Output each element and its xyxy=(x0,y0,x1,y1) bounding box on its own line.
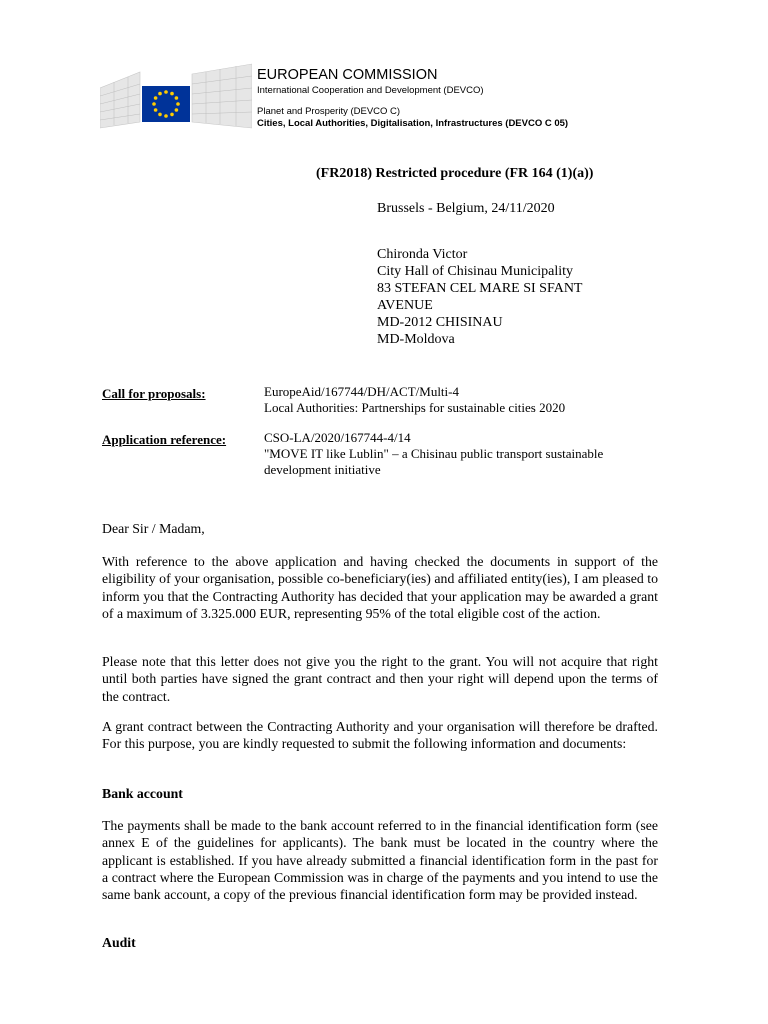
application-title: "MOVE IT like Lublin" – a Chisinau public transport sustainable development initiative xyxy=(264,446,604,477)
address-line: City Hall of Chisinau Municipality xyxy=(377,264,573,279)
salutation: Dear Sir / Madam, xyxy=(102,521,205,536)
paragraph-award: With reference to the above application and having checked the documents in support of the eligibility of your organisation, possible co-beneficiary(ies) and affiliated entity(ies), I am pleased to inform you that the Contracting Authority has decided that your application may be awarded a grant of a maximum of 3.325.000 EUR, representing 95% of the total eligible cost of the action. xyxy=(102,554,658,621)
audit-heading: Audit xyxy=(102,935,136,950)
recipient-address xyxy=(377,246,582,348)
unit-name: Cities, Local Authorities, Digitalisation, Infrastructures (DEVCO C 05) xyxy=(257,118,569,129)
procedure-title: (FR2018) Restricted procedure (FR 164 (1)(a)) xyxy=(316,166,594,181)
call-label: Call for proposals: xyxy=(102,386,206,401)
bank-account-text: The payments shall be made to the bank account referred to in the financial identification form (see annex E of the guidelines for applicants). The bank must be located in the country where the applicant is established. If you have already submitted a financial identification form in the past for a contract where the European Commission was in charge of the payments and you intend to use the same bank account, a copy of the previous financial identification form may be provided instead. xyxy=(102,818,658,903)
directorate-general: International Cooperation and Development (DEVCO) xyxy=(257,85,484,96)
place-date: Brussels - Belgium, 24/11/2020 xyxy=(377,201,555,216)
paragraph-no-right: Please note that this letter does not give you the right to the grant. You will not acquire that right until both parties have signed the grant contract and then your right will depend upon the terms of the contract. xyxy=(102,654,658,704)
address-line: 83 STEFAN CEL MARE SI SFANT xyxy=(377,281,583,296)
directorate: Planet and Prosperity (DEVCO C) xyxy=(257,106,401,117)
application-id: CSO-LA/2020/167744-4/14 xyxy=(264,430,411,445)
european-commission-logo xyxy=(100,62,252,130)
address-line: MD-Moldova xyxy=(377,332,455,347)
application-label: Application reference: xyxy=(102,432,227,447)
paragraph-contract: A grant contract between the Contracting Authority and your organisation will therefore be drafted. For this purpose, you are kindly requested to submit the following information and documents: xyxy=(102,719,658,752)
address-line: AVENUE xyxy=(377,298,433,313)
organisation-name: EUROPEAN COMMISSION xyxy=(257,67,438,83)
bank-account-heading: Bank account xyxy=(102,786,183,801)
call-reference xyxy=(264,384,658,416)
address-line: MD-2012 CHISINAU xyxy=(377,315,503,330)
application-reference xyxy=(264,430,658,478)
call-name: Local Authorities: Partnerships for sustainable cities 2020 xyxy=(264,400,566,415)
call-id: EuropeAid/167744/DH/ACT/Multi-4 xyxy=(264,384,459,399)
address-line: Chironda Victor xyxy=(377,247,468,262)
